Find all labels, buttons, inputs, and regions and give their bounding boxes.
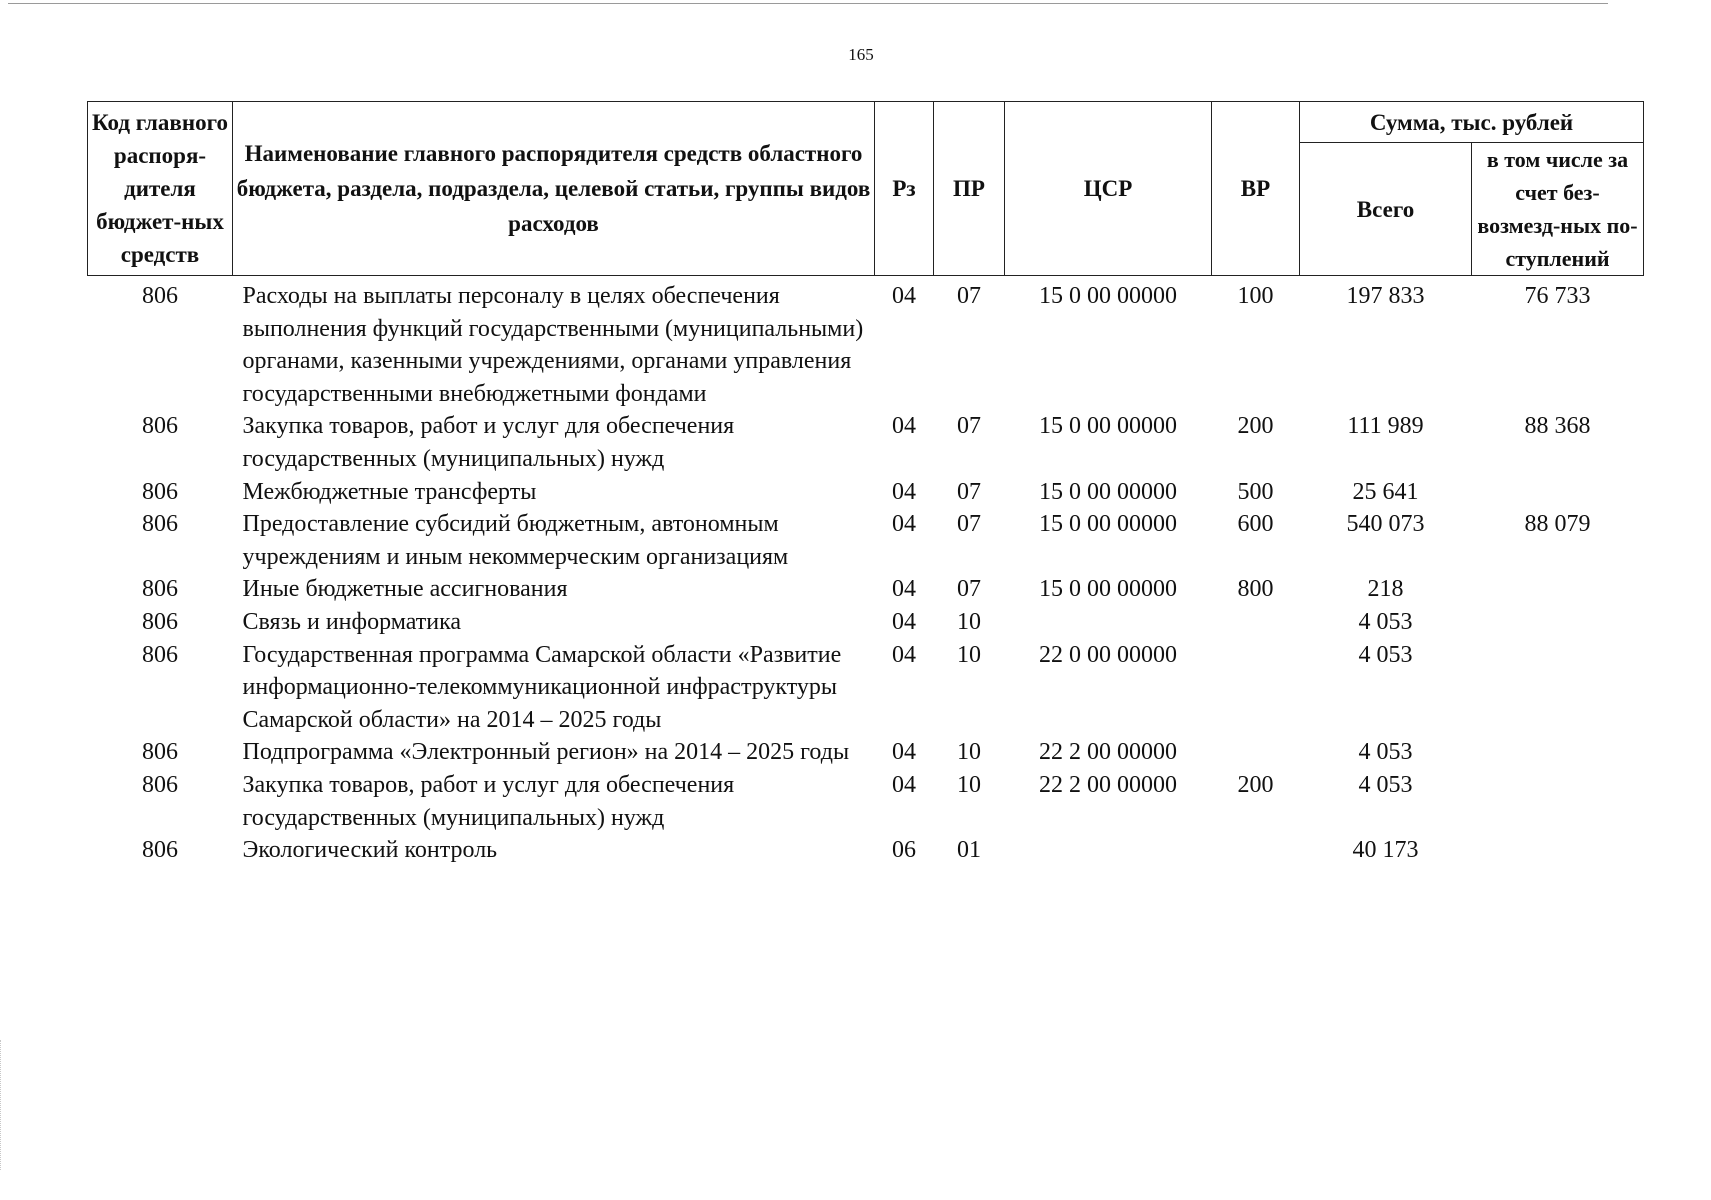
header-pr: ПР [934, 102, 1005, 276]
cell-csr: 22 2 00 00000 [1039, 739, 1177, 766]
cell-pr: 10 [957, 641, 981, 668]
cell-name: Экологический контроль [242, 837, 498, 864]
cell-vr [1212, 606, 1300, 639]
cell-pr: 07 [957, 511, 981, 538]
cell-vr [1212, 834, 1300, 867]
cell-name: Связь и информатика [242, 608, 462, 635]
table-row [88, 834, 1644, 867]
cell-csr: 15 0 00 00000 [1039, 283, 1177, 309]
cell-vr: 800 [1237, 576, 1274, 603]
cell-total: 111 989 [1347, 413, 1424, 440]
table-row [88, 639, 1644, 737]
table-body [88, 276, 1644, 867]
header-csr: ЦСР [1005, 102, 1212, 276]
cell-total: 4 053 [1358, 641, 1413, 668]
cell-pr: 10 [957, 771, 981, 798]
cell-free-receipts [1472, 769, 1644, 834]
cell-code: 806 [142, 576, 178, 603]
table-row [88, 476, 1644, 509]
scan-edge-line [8, 3, 1608, 4]
cell-code: 806 [142, 739, 178, 766]
cell-total: 540 073 [1346, 511, 1425, 538]
cell-vr: 500 [1237, 478, 1274, 505]
cell-csr: 22 2 00 00000 [1039, 771, 1177, 798]
cell-code: 806 [142, 478, 178, 505]
cell-rz: 04 [892, 413, 916, 440]
cell-free-receipts [1472, 736, 1644, 769]
cell-free-receipts: 88 368 [1524, 413, 1591, 440]
cell-vr [1212, 639, 1300, 737]
cell-pr: 07 [957, 576, 981, 603]
cell-code: 806 [142, 641, 178, 668]
cell-pr: 01 [957, 837, 981, 864]
cell-name: Предоставление субсидий бюджетным, автономным учреждениям и иным некоммерческим организациям [242, 511, 789, 570]
cell-vr: 200 [1237, 413, 1274, 440]
header-rz: Рз [875, 102, 934, 276]
table-row [88, 573, 1644, 606]
cell-pr: 10 [957, 608, 981, 635]
cell-csr: 15 0 00 00000 [1039, 511, 1177, 538]
cell-vr: 600 [1237, 511, 1274, 538]
header-total: Всего [1300, 143, 1472, 276]
table-row [88, 769, 1644, 834]
cell-free-receipts: 88 079 [1524, 511, 1591, 538]
cell-name: Закупка товаров, работ и услуг для обеспечения государственных (муниципальных) нужд [242, 413, 735, 472]
table-row [88, 276, 1644, 411]
cell-code: 806 [142, 511, 178, 538]
table-row [88, 410, 1644, 475]
cell-total: 4 053 [1358, 608, 1413, 635]
cell-vr: 200 [1237, 771, 1274, 798]
table-row [88, 736, 1644, 769]
cell-free-receipts: 76 733 [1524, 283, 1591, 309]
header-free-receipts: в том числе за счет без-возмезд-ных по-ступлений [1472, 143, 1644, 276]
cell-pr: 07 [957, 283, 981, 309]
table-header [88, 102, 1644, 276]
cell-rz: 04 [892, 739, 916, 766]
cell-free-receipts [1472, 639, 1644, 737]
cell-vr: 100 [1237, 283, 1274, 309]
cell-csr: 15 0 00 00000 [1039, 413, 1177, 440]
cell-name: Межбюджетные трансферты [242, 478, 537, 505]
cell-code: 806 [142, 771, 178, 798]
cell-total: 40 173 [1352, 837, 1419, 864]
budget-expenditure-table [87, 101, 1644, 867]
cell-name: Государственная программа Самарской области «Развитие информационно-телекоммуникационной инфраструктуры Самарской области» на 2014 – 2025 годы [242, 641, 842, 733]
table-row [88, 606, 1644, 639]
cell-total: 4 053 [1358, 771, 1413, 798]
cell-code: 806 [142, 413, 178, 440]
cell-name: Закупка товаров, работ и услуг для обеспечения государственных (муниципальных) нужд [242, 771, 735, 831]
cell-pr: 07 [957, 478, 981, 505]
cell-total: 218 [1367, 576, 1404, 603]
cell-csr: 15 0 00 00000 [1039, 576, 1177, 603]
cell-rz: 06 [892, 837, 916, 864]
cell-name: Подпрограмма «Электронный регион» на 2014 – 2025 годы [242, 739, 850, 766]
header-vr: ВР [1212, 102, 1300, 276]
cell-pr: 10 [957, 739, 981, 766]
cell-rz: 04 [892, 511, 916, 538]
cell-rz: 04 [892, 478, 916, 505]
header-sum: Сумма, тыс. рублей [1300, 102, 1644, 143]
cell-rz: 04 [892, 641, 916, 668]
cell-csr [1005, 606, 1212, 639]
cell-total: 197 833 [1346, 283, 1425, 309]
scan-margin-mark [0, 1040, 5, 1170]
cell-name: Расходы на выплаты персоналу в целях обеспечения выполнения функций государственными (муниципальными) органами, казенными учреждениями, органами управления государственными внебюджетными фондами [242, 283, 864, 407]
cell-free-receipts [1472, 476, 1644, 509]
header-name: Наименование главного распорядителя средств областного бюджета, раздела, подраздела, целевой статьи, группы видов расходов [233, 102, 875, 276]
cell-csr: 22 0 00 00000 [1039, 641, 1177, 668]
cell-free-receipts [1472, 606, 1644, 639]
cell-vr [1212, 736, 1300, 769]
cell-rz: 04 [892, 608, 916, 635]
cell-code: 806 [142, 283, 178, 309]
cell-rz: 04 [892, 576, 916, 603]
cell-csr [1005, 834, 1212, 867]
cell-total: 4 053 [1358, 739, 1413, 766]
cell-name: Иные бюджетные ассигнования [242, 576, 568, 603]
cell-rz: 04 [892, 283, 916, 309]
header-code: Код главного распоря-дителя бюджет-ных средств [88, 102, 233, 276]
cell-rz: 04 [892, 771, 916, 798]
cell-pr: 07 [957, 413, 981, 440]
page-number: 165 [848, 45, 874, 64]
cell-code: 806 [142, 837, 178, 864]
cell-free-receipts [1472, 834, 1644, 867]
cell-free-receipts [1472, 573, 1644, 606]
cell-csr: 15 0 00 00000 [1039, 478, 1177, 505]
cell-total: 25 641 [1352, 478, 1419, 505]
cell-code: 806 [142, 608, 178, 635]
table-row [88, 508, 1644, 573]
